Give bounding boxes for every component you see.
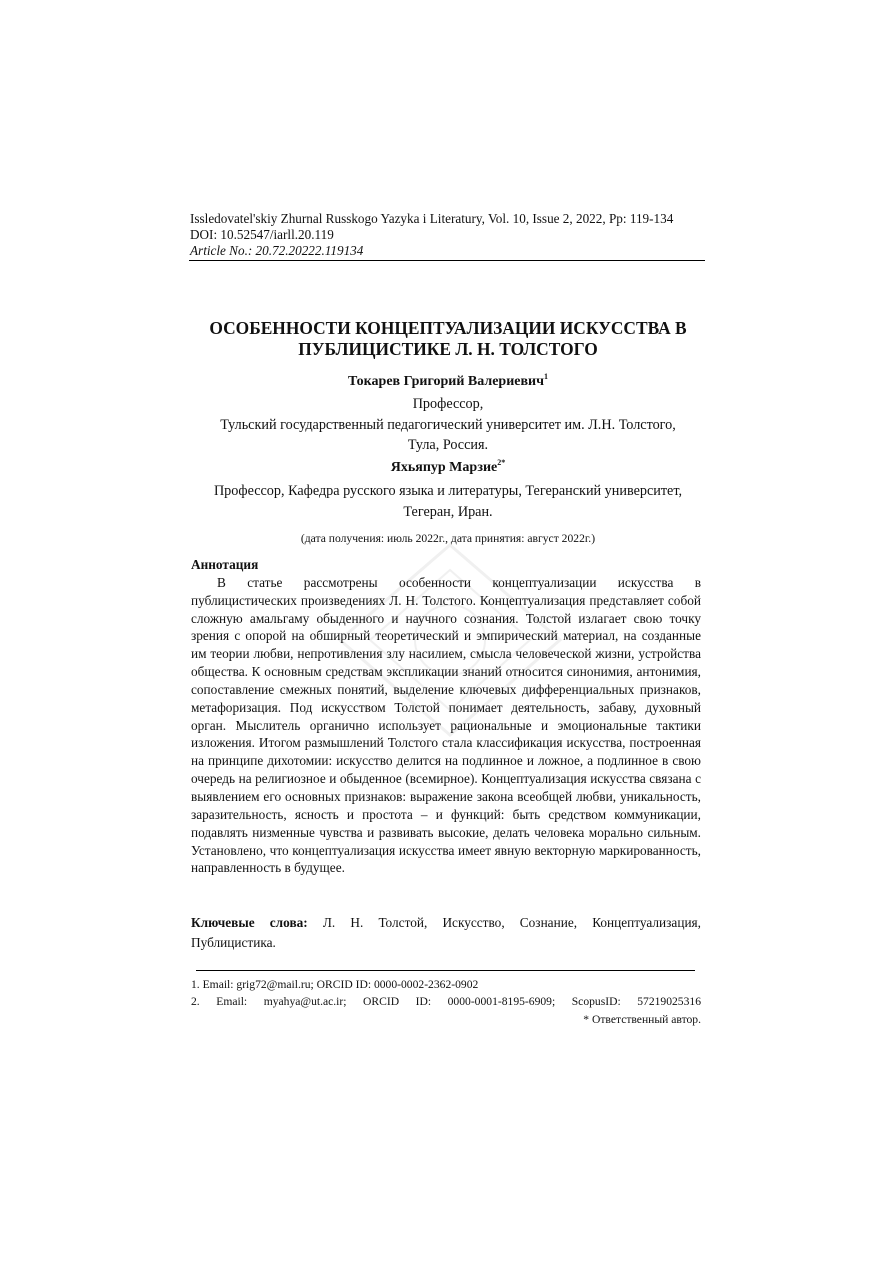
author-1-name-text: Токарев Григорий Валериевич	[347, 374, 545, 389]
abstract-body: В статье рассмотрены особенности концептуализации искусства в публицистических произведениях Л. Н. Толстого. Концептуализация представляет собой сложную амальгаму обыденного и научного сознания. Толстой излагает свою точку зрения с опорой на обширный теоретический и эмпирический материал, на созданные им теории любви, непротивления злу насилием, смысла человеческой жизни, устройства общества. К основным средствам экспликации знаний относится синонимия, антонимия, сопоставление смежных понятий, выделение ключевых дифференциальных признаков, метафоризация. Под искусством Толстой понимает деятельность, забаву, духовный орган. Мыслитель органично использует рациональные и эмоциональные тактики изложения. Итогом размышлений Толстого стала классификация искусства, построенная на принципе дихотомии: искусство делится на подлинное и ложное, а подлинное в свою очередь на религиозное и обыденное (всемирное). Концептуализация искусства связана с выявлением его основных признаков: выражение закона всеобщей любви, уникальность, заразительность, ясность и простота – и функций: быть средством коммуникации, подавлять низменные чувства и развивать высокие, делать человека морально сильным. Установлено, что концептуализация искусства имеет явную векторную маркированность, направленность в будущее.	[191, 574, 701, 876]
author-2-mark: 2*	[497, 458, 506, 467]
author-1-affiliation-line: Профессор,	[412, 396, 484, 412]
doi: DOI: 10.52547/iarll.20.119	[190, 227, 334, 243]
author-1-affiliation-line: Тульский государственный педагогический университет им. Л.Н. Толстого,	[220, 416, 676, 433]
paper-title	[190, 318, 706, 359]
author-2-affiliation	[180, 481, 716, 522]
footnote-divider	[196, 970, 695, 971]
author-1-affiliation-line: Тула, Россия.	[407, 437, 489, 454]
received-accepted-dates: (дата получения: июль 2022г., дата принятия: август 2022г.)	[300, 532, 596, 545]
journal-citation: Issledovatel'skiy Zhurnal Russkogo Yazyka i Literatury, Vol. 10, Issue 2, 2022, Pp: 119-134	[190, 211, 674, 226]
header-divider	[189, 260, 705, 261]
author-1-affiliation	[180, 394, 716, 456]
keywords-label: Ключевые слова:	[191, 915, 308, 930]
author-2-affiliation-line: Профессор, Кафедра русского языка и литературы, Тегеранский университет,	[213, 483, 683, 499]
author-1-name	[180, 372, 716, 393]
keywords-section	[191, 913, 701, 954]
footnote-2: 2. Email: myahya@ut.ac.ir; ORCID ID: 0000-0001-8195-6909; ScopusID: 57219025316	[191, 995, 701, 1009]
title-line-2: ПУБЛИЦИСТИКЕ Л. Н. ТОЛСТОГО	[298, 338, 598, 359]
author-2-affiliation-line: Тегеран, Иран.	[403, 503, 493, 520]
author-2-name-text: Яхьяпур Марзие	[390, 460, 498, 475]
footnotes	[191, 976, 701, 1028]
keywords-text: Л. Н. Толстой, Искусство, Сознание, Концептуализация, Публицистика.	[191, 915, 701, 951]
author-1-mark: 1	[544, 372, 549, 381]
journal-header	[190, 211, 706, 260]
footnote-1: 1. Email: grig72@mail.ru; ORCID ID: 0000-0002-2362-0902	[191, 978, 479, 991]
title-line-1: ОСОБЕННОСТИ КОНЦЕПТУАЛИЗАЦИИ ИСКУССТВА В	[209, 318, 687, 338]
article-number: Article No.: 20.72.20222.119134	[190, 243, 364, 259]
abstract-heading: Аннотация	[191, 557, 259, 572]
corresponding-author-note: * Ответственный автор.	[583, 1012, 701, 1026]
abstract-section	[191, 556, 701, 877]
author-2-name	[180, 458, 716, 479]
